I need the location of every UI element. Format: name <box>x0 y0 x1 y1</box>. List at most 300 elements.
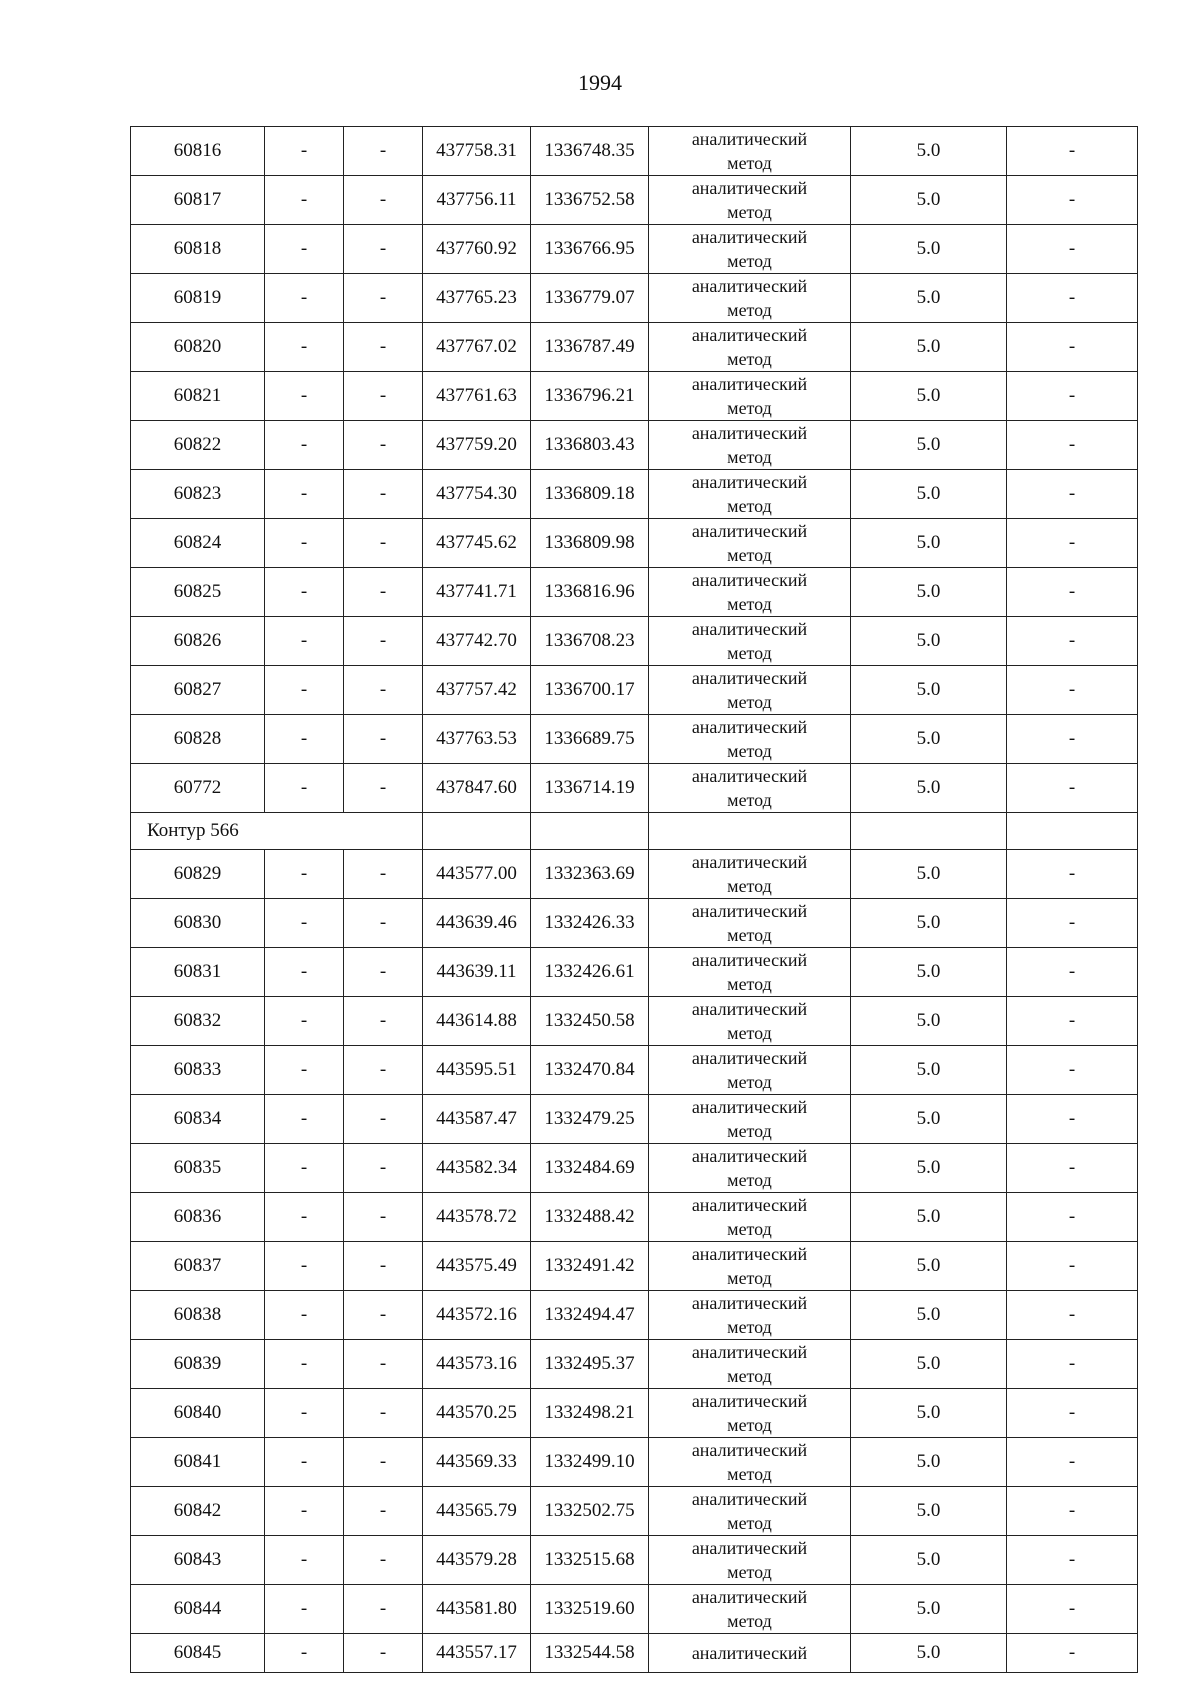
empty-value-cell: - <box>1007 1487 1138 1536</box>
empty-value-cell: - <box>1007 176 1138 225</box>
method-line-1: аналитический <box>691 227 808 247</box>
accuracy-cell: 5.0 <box>851 323 1007 372</box>
empty-value-cell: - <box>265 274 344 323</box>
empty-value-cell: - <box>1007 421 1138 470</box>
accuracy-cell: 5.0 <box>851 948 1007 997</box>
method-cell <box>649 617 851 666</box>
point-number-cell: 60824 <box>131 519 265 568</box>
point-number-cell: 60820 <box>131 323 265 372</box>
x-coordinate-cell: 443572.16 <box>423 1291 531 1340</box>
accuracy-cell: 5.0 <box>851 850 1007 899</box>
point-number-cell: 60830 <box>131 899 265 948</box>
y-coordinate-cell: 1332495.37 <box>531 1340 649 1389</box>
method-line-2: метод <box>727 1219 772 1239</box>
x-coordinate-cell: 443595.51 <box>423 1046 531 1095</box>
empty-value-cell: - <box>344 1095 423 1144</box>
empty-value-cell: - <box>344 1193 423 1242</box>
section-row-group <box>131 813 1138 850</box>
point-number-cell: 60825 <box>131 568 265 617</box>
empty-value-cell: - <box>265 948 344 997</box>
empty-value-cell: - <box>265 1242 344 1291</box>
empty-value-cell: - <box>344 764 423 813</box>
empty-value-cell: - <box>344 1389 423 1438</box>
x-coordinate-cell: 443569.33 <box>423 1438 531 1487</box>
empty-value-cell: - <box>1007 1193 1138 1242</box>
point-number-cell: 60832 <box>131 997 265 1046</box>
table-row <box>131 1095 1138 1144</box>
table-row <box>131 372 1138 421</box>
table-row <box>131 421 1138 470</box>
method-line-2: метод <box>727 1121 772 1141</box>
method-cell <box>649 899 851 948</box>
y-coordinate-cell: 1332484.69 <box>531 1144 649 1193</box>
empty-value-cell: - <box>265 1438 344 1487</box>
method-line-1: аналитический <box>691 1643 808 1663</box>
table-cell <box>531 813 649 850</box>
method-line-1: аналитический <box>691 374 808 394</box>
point-number-cell: 60822 <box>131 421 265 470</box>
x-coordinate-cell: 437745.62 <box>423 519 531 568</box>
method-cell <box>649 1536 851 1585</box>
method-line-1: аналитический <box>691 901 808 921</box>
x-coordinate-cell: 437847.60 <box>423 764 531 813</box>
method-line-2: метод <box>727 1023 772 1043</box>
empty-value-cell: - <box>344 127 423 176</box>
accuracy-cell: 5.0 <box>851 1438 1007 1487</box>
table-cell <box>1007 813 1138 850</box>
accuracy-cell: 5.0 <box>851 899 1007 948</box>
point-number-cell: 60839 <box>131 1340 265 1389</box>
point-number-cell: 60829 <box>131 850 265 899</box>
method-cell <box>649 1585 851 1634</box>
method-line-2: метод <box>727 349 772 369</box>
method-line-1: аналитический <box>691 570 808 590</box>
method-line-1: аналитический <box>691 1538 808 1558</box>
empty-value-cell: - <box>1007 568 1138 617</box>
method-line-1: аналитический <box>691 999 808 1019</box>
x-coordinate-cell: 437765.23 <box>423 274 531 323</box>
point-number-cell: 60836 <box>131 1193 265 1242</box>
method-line-2: метод <box>727 398 772 418</box>
y-coordinate-cell: 1332426.61 <box>531 948 649 997</box>
method-line-2: метод <box>727 1170 772 1190</box>
empty-value-cell: - <box>344 997 423 1046</box>
table-row <box>131 617 1138 666</box>
x-coordinate-cell: 437763.53 <box>423 715 531 764</box>
method-line-1: аналитический <box>691 1440 808 1460</box>
method-line-2: метод <box>727 496 772 516</box>
method-line-2: метод <box>727 790 772 810</box>
accuracy-cell: 5.0 <box>851 1291 1007 1340</box>
method-line-1: аналитический <box>691 472 808 492</box>
x-coordinate-cell: 443587.47 <box>423 1095 531 1144</box>
method-cell <box>649 127 851 176</box>
method-line-1: аналитический <box>691 1293 808 1313</box>
method-line-2: метод <box>727 876 772 896</box>
method-line-1: аналитический <box>691 276 808 296</box>
x-coordinate-cell: 437757.42 <box>423 666 531 715</box>
empty-value-cell: - <box>265 568 344 617</box>
point-number-cell: 60828 <box>131 715 265 764</box>
x-coordinate-cell: 437761.63 <box>423 372 531 421</box>
method-line-2: метод <box>727 1268 772 1288</box>
method-line-2: метод <box>727 1513 772 1533</box>
empty-value-cell: - <box>1007 948 1138 997</box>
y-coordinate-cell: 1336708.23 <box>531 617 649 666</box>
table-row <box>131 323 1138 372</box>
method-cell <box>649 1389 851 1438</box>
point-number-cell: 60818 <box>131 225 265 274</box>
method-line-2: метод <box>727 202 772 222</box>
empty-value-cell: - <box>265 764 344 813</box>
x-coordinate-cell: 443578.72 <box>423 1193 531 1242</box>
empty-value-cell: - <box>344 1291 423 1340</box>
method-line-2: метод <box>727 643 772 663</box>
accuracy-cell: 5.0 <box>851 274 1007 323</box>
empty-value-cell: - <box>344 568 423 617</box>
x-coordinate-cell: 437759.20 <box>423 421 531 470</box>
method-cell <box>649 372 851 421</box>
method-cell <box>649 470 851 519</box>
x-coordinate-cell: 437756.11 <box>423 176 531 225</box>
empty-value-cell: - <box>265 176 344 225</box>
empty-value-cell: - <box>1007 225 1138 274</box>
method-line-1: аналитический <box>691 1342 808 1362</box>
y-coordinate-cell: 1336816.96 <box>531 568 649 617</box>
point-number-cell: 60831 <box>131 948 265 997</box>
method-line-1: аналитический <box>691 423 808 443</box>
table-row <box>131 997 1138 1046</box>
empty-value-cell: - <box>265 1144 344 1193</box>
empty-value-cell: - <box>1007 1536 1138 1585</box>
table-body-part-2 <box>131 850 1138 1673</box>
method-line-2: метод <box>727 925 772 945</box>
table-row <box>131 850 1138 899</box>
empty-value-cell: - <box>1007 764 1138 813</box>
y-coordinate-cell: 1332363.69 <box>531 850 649 899</box>
method-line-1: аналитический <box>691 1195 808 1215</box>
y-coordinate-cell: 1336809.18 <box>531 470 649 519</box>
method-line-1: аналитический <box>691 325 808 345</box>
empty-value-cell: - <box>265 519 344 568</box>
method-cell <box>649 1242 851 1291</box>
method-cell <box>649 519 851 568</box>
method-line-2: метод <box>727 741 772 761</box>
table-cell <box>649 813 851 850</box>
method-line-1: аналитический <box>691 521 808 541</box>
empty-value-cell: - <box>1007 997 1138 1046</box>
empty-value-cell: - <box>265 997 344 1046</box>
empty-value-cell: - <box>265 1291 344 1340</box>
empty-value-cell: - <box>1007 666 1138 715</box>
empty-value-cell: - <box>265 1634 344 1673</box>
empty-value-cell: - <box>1007 1291 1138 1340</box>
method-line-2: метод <box>727 1464 772 1484</box>
empty-value-cell: - <box>265 1585 344 1634</box>
method-line-2: метод <box>727 300 772 320</box>
table-row <box>131 1291 1138 1340</box>
section-row <box>131 813 1138 850</box>
empty-value-cell: - <box>344 176 423 225</box>
empty-value-cell: - <box>265 470 344 519</box>
empty-value-cell: - <box>344 715 423 764</box>
empty-value-cell: - <box>344 1046 423 1095</box>
empty-value-cell: - <box>1007 1046 1138 1095</box>
method-line-1: аналитический <box>691 178 808 198</box>
table-row <box>131 666 1138 715</box>
point-number-cell: 60845 <box>131 1634 265 1673</box>
method-line-1: аналитический <box>691 1391 808 1411</box>
method-cell <box>649 997 851 1046</box>
table-row <box>131 519 1138 568</box>
method-line-2: метод <box>727 1366 772 1386</box>
method-cell <box>649 715 851 764</box>
method-line-2: метод <box>727 251 772 271</box>
accuracy-cell: 5.0 <box>851 176 1007 225</box>
accuracy-cell: 5.0 <box>851 764 1007 813</box>
x-coordinate-cell: 443557.17 <box>423 1634 531 1673</box>
x-coordinate-cell: 437754.30 <box>423 470 531 519</box>
method-line-1: аналитический <box>691 129 808 149</box>
method-cell <box>649 421 851 470</box>
y-coordinate-cell: 1332515.68 <box>531 1536 649 1585</box>
empty-value-cell: - <box>344 372 423 421</box>
method-cell <box>649 568 851 617</box>
point-number-cell: 60819 <box>131 274 265 323</box>
point-number-cell: 60826 <box>131 617 265 666</box>
empty-value-cell: - <box>265 1389 344 1438</box>
empty-value-cell: - <box>1007 1389 1138 1438</box>
x-coordinate-cell: 437760.92 <box>423 225 531 274</box>
y-coordinate-cell: 1332519.60 <box>531 1585 649 1634</box>
point-number-cell: 60816 <box>131 127 265 176</box>
empty-value-cell: - <box>1007 470 1138 519</box>
point-number-cell: 60823 <box>131 470 265 519</box>
point-number-cell: 60841 <box>131 1438 265 1487</box>
y-coordinate-cell: 1332498.21 <box>531 1389 649 1438</box>
empty-value-cell: - <box>1007 1438 1138 1487</box>
table-row <box>131 948 1138 997</box>
y-coordinate-cell: 1332499.10 <box>531 1438 649 1487</box>
table-body-part-1 <box>131 127 1138 813</box>
point-number-cell: 60837 <box>131 1242 265 1291</box>
table-row <box>131 764 1138 813</box>
empty-value-cell: - <box>344 274 423 323</box>
point-number-cell: 60827 <box>131 666 265 715</box>
method-line-2: метод <box>727 1072 772 1092</box>
method-line-1: аналитический <box>691 717 808 737</box>
accuracy-cell: 5.0 <box>851 372 1007 421</box>
y-coordinate-cell: 1336689.75 <box>531 715 649 764</box>
empty-value-cell: - <box>265 899 344 948</box>
empty-value-cell: - <box>1007 1242 1138 1291</box>
method-cell <box>649 1340 851 1389</box>
y-coordinate-cell: 1336787.49 <box>531 323 649 372</box>
y-coordinate-cell: 1336779.07 <box>531 274 649 323</box>
y-coordinate-cell: 1336752.58 <box>531 176 649 225</box>
accuracy-cell: 5.0 <box>851 617 1007 666</box>
accuracy-cell: 5.0 <box>851 225 1007 274</box>
method-cell <box>649 323 851 372</box>
page-number: 1994 <box>578 70 622 95</box>
y-coordinate-cell: 1336748.35 <box>531 127 649 176</box>
table-row <box>131 1487 1138 1536</box>
empty-value-cell: - <box>265 617 344 666</box>
accuracy-cell: 5.0 <box>851 1193 1007 1242</box>
y-coordinate-cell: 1332426.33 <box>531 899 649 948</box>
method-line-1: аналитический <box>691 1489 808 1509</box>
method-cell <box>649 1438 851 1487</box>
empty-value-cell: - <box>265 323 344 372</box>
y-coordinate-cell: 1332450.58 <box>531 997 649 1046</box>
empty-value-cell: - <box>1007 127 1138 176</box>
table-row <box>131 1046 1138 1095</box>
method-line-2: метод <box>727 1317 772 1337</box>
x-coordinate-cell: 437767.02 <box>423 323 531 372</box>
method-cell <box>649 1291 851 1340</box>
coordinates-table <box>130 126 1138 1673</box>
table-row <box>131 1438 1138 1487</box>
method-cell <box>649 274 851 323</box>
method-cell <box>649 1144 851 1193</box>
y-coordinate-cell: 1332502.75 <box>531 1487 649 1536</box>
section-label: Контур 566 <box>131 813 423 850</box>
table-row <box>131 1585 1138 1634</box>
method-line-2: метод <box>727 974 772 994</box>
point-number-cell: 60772 <box>131 764 265 813</box>
table-row <box>131 1389 1138 1438</box>
table-row <box>131 568 1138 617</box>
empty-value-cell: - <box>1007 1095 1138 1144</box>
empty-value-cell: - <box>265 850 344 899</box>
method-line-2: метод <box>727 447 772 467</box>
empty-value-cell: - <box>344 850 423 899</box>
empty-value-cell: - <box>1007 519 1138 568</box>
accuracy-cell: 5.0 <box>851 1340 1007 1389</box>
accuracy-cell: 5.0 <box>851 470 1007 519</box>
accuracy-cell: 5.0 <box>851 997 1007 1046</box>
empty-value-cell: - <box>344 1585 423 1634</box>
table-row <box>131 1536 1138 1585</box>
method-line-1: аналитический <box>691 668 808 688</box>
empty-value-cell: - <box>344 470 423 519</box>
method-line-1: аналитический <box>691 1146 808 1166</box>
empty-value-cell: - <box>1007 274 1138 323</box>
y-coordinate-cell: 1332488.42 <box>531 1193 649 1242</box>
y-coordinate-cell: 1336796.21 <box>531 372 649 421</box>
empty-value-cell: - <box>1007 372 1138 421</box>
accuracy-cell: 5.0 <box>851 1389 1007 1438</box>
table-row <box>131 1242 1138 1291</box>
method-line-2: метод <box>727 1562 772 1582</box>
accuracy-cell: 5.0 <box>851 1046 1007 1095</box>
accuracy-cell: 5.0 <box>851 519 1007 568</box>
x-coordinate-cell: 443639.11 <box>423 948 531 997</box>
x-coordinate-cell: 437741.71 <box>423 568 531 617</box>
empty-value-cell: - <box>344 519 423 568</box>
table-row <box>131 1144 1138 1193</box>
method-cell <box>649 948 851 997</box>
point-number-cell: 60821 <box>131 372 265 421</box>
point-number-cell: 60840 <box>131 1389 265 1438</box>
empty-value-cell: - <box>1007 617 1138 666</box>
table-row <box>131 470 1138 519</box>
point-number-cell: 60842 <box>131 1487 265 1536</box>
empty-value-cell: - <box>344 1242 423 1291</box>
point-number-cell: 60833 <box>131 1046 265 1095</box>
empty-value-cell: - <box>1007 715 1138 764</box>
method-cell <box>649 1487 851 1536</box>
y-coordinate-cell: 1336803.43 <box>531 421 649 470</box>
point-number-cell: 60838 <box>131 1291 265 1340</box>
table-row <box>131 176 1138 225</box>
x-coordinate-cell: 443639.46 <box>423 899 531 948</box>
y-coordinate-cell: 1336714.19 <box>531 764 649 813</box>
method-cell <box>649 1634 851 1673</box>
y-coordinate-cell: 1336700.17 <box>531 666 649 715</box>
method-cell <box>649 176 851 225</box>
empty-value-cell: - <box>344 421 423 470</box>
accuracy-cell: 5.0 <box>851 1536 1007 1585</box>
empty-value-cell: - <box>344 1487 423 1536</box>
empty-value-cell: - <box>344 617 423 666</box>
table-row <box>131 899 1138 948</box>
point-number-cell: 60843 <box>131 1536 265 1585</box>
empty-value-cell: - <box>265 1536 344 1585</box>
x-coordinate-cell: 437758.31 <box>423 127 531 176</box>
accuracy-cell: 5.0 <box>851 421 1007 470</box>
empty-value-cell: - <box>265 1340 344 1389</box>
method-cell <box>649 225 851 274</box>
y-coordinate-cell: 1332491.42 <box>531 1242 649 1291</box>
accuracy-cell: 5.0 <box>851 1585 1007 1634</box>
y-coordinate-cell: 1332479.25 <box>531 1095 649 1144</box>
method-line-2: метод <box>727 153 772 173</box>
method-line-1: аналитический <box>691 852 808 872</box>
empty-value-cell: - <box>1007 850 1138 899</box>
table-row <box>131 715 1138 764</box>
method-line-1: аналитический <box>691 1097 808 1117</box>
accuracy-cell: 5.0 <box>851 1095 1007 1144</box>
empty-value-cell: - <box>344 899 423 948</box>
method-cell <box>649 1193 851 1242</box>
accuracy-cell: 5.0 <box>851 1487 1007 1536</box>
method-line-1: аналитический <box>691 1048 808 1068</box>
empty-value-cell: - <box>265 372 344 421</box>
method-cell <box>649 1095 851 1144</box>
empty-value-cell: - <box>265 421 344 470</box>
table-row <box>131 1340 1138 1389</box>
empty-value-cell: - <box>265 666 344 715</box>
empty-value-cell: - <box>265 127 344 176</box>
method-line-2: метод <box>727 545 772 565</box>
method-cell <box>649 666 851 715</box>
empty-value-cell: - <box>344 666 423 715</box>
table-row <box>131 225 1138 274</box>
table-cell <box>423 813 531 850</box>
method-line-1: аналитический <box>691 766 808 786</box>
empty-value-cell: - <box>344 1536 423 1585</box>
point-number-cell: 60844 <box>131 1585 265 1634</box>
x-coordinate-cell: 443575.49 <box>423 1242 531 1291</box>
x-coordinate-cell: 443581.80 <box>423 1585 531 1634</box>
accuracy-cell: 5.0 <box>851 1144 1007 1193</box>
table-cell <box>851 813 1007 850</box>
point-number-cell: 60835 <box>131 1144 265 1193</box>
x-coordinate-cell: 443573.16 <box>423 1340 531 1389</box>
y-coordinate-cell: 1332544.58 <box>531 1634 649 1673</box>
point-number-cell: 60817 <box>131 176 265 225</box>
